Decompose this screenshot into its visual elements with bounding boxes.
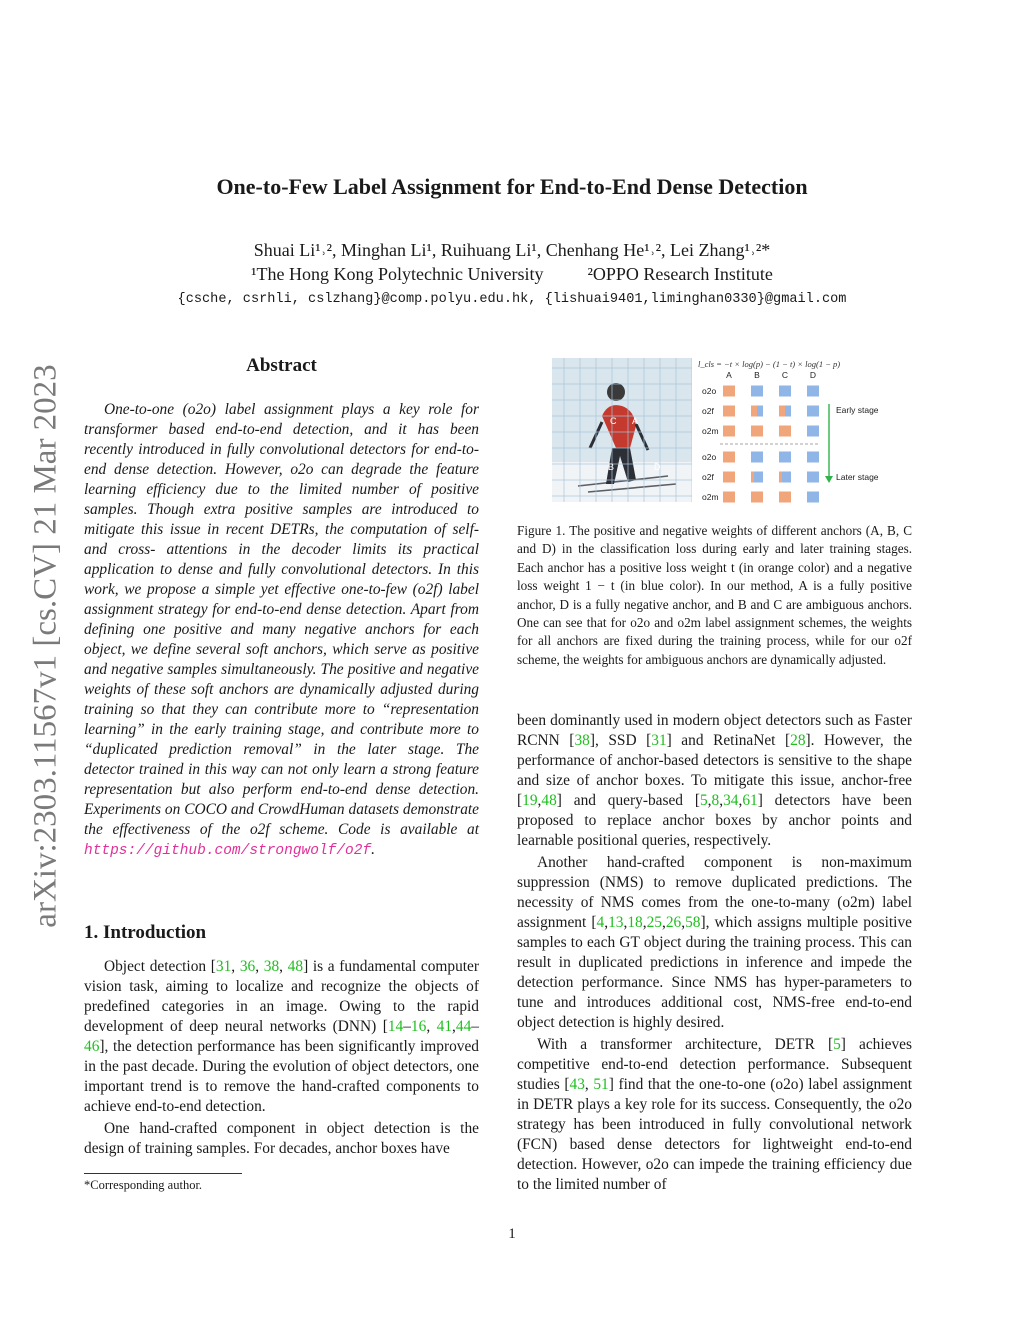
citation[interactable]: 8 (711, 792, 720, 809)
row-label-o2f: o2f (702, 406, 714, 416)
citation[interactable]: 31 (215, 958, 232, 975)
later-stage-label: Later stage (836, 472, 879, 482)
citation[interactable]: 44 (455, 1018, 472, 1035)
column-header-c: C (781, 370, 789, 380)
column-header-a: A (726, 370, 732, 380)
figure-1 (548, 352, 918, 504)
negative-weight-cell (751, 386, 763, 397)
stage-arrow-head (825, 476, 833, 483)
photo-label-d: D (654, 462, 661, 472)
citation[interactable]: 48 (541, 792, 557, 809)
page-number: 1 (508, 1226, 516, 1242)
citation[interactable]: 36 (239, 958, 256, 975)
negative-weight-cell (753, 472, 763, 483)
abstract-text: One-to-one (o2o) label assignment plays a key role for transformer based end-to-end detection, and it has been recently introduced in fully convolutional detectors for end-to-end dense detection. However, o2o can degrade the feature learning efficiency due to the limited number of positive samples. Though extra positive samples are introduced to mitigate this issue in recent DETRs, the computation of self- and cross- attentions in the decoder limits its practical application to dense and fully convolutional detectors. In this work, we propose a simple yet effective one-to-few (o2f) label assignment strategy for end-to-end dense detection. Apart from defining one positive and many negative anchors for each object, we define several soft anchors, which serve as positive and negative samples simultaneously. The positive and negative weights of these soft anchors are dynamically adjusted during training so that they can contribute more to “representation learning” in the early training stage, and contribute more to “duplicated prediction removal” in the later stage. The detector trained in this way can not only learn a strong feature representation but also perform end-to-end dense detection. Experiments on COCO and CrowdHuman datasets demonstrate the effectiveness of the o2f scheme. Code is available at (84, 401, 479, 838)
citation[interactable]: 13 (608, 914, 624, 931)
negative-weight-cell (807, 426, 819, 437)
right-paragraph-3: With a transformer architecture, DETR [5] achieves competitive end-to-end detection performance. Subsequent studies [43, 51] find that the one-to-one (o2o) label assignment in DETR plays a key role for its success. Consequently, the o2o strategy has been introduced in fully convolutional network (FCN) based dense detectors for lightweight end-to-end detection. However, o2o can impede the training efficiency due to the limited number of (517, 1036, 912, 1193)
negative-weight-cell (807, 406, 819, 417)
right-paragraph-1: been dominantly used in modern object detectors such as Faster RCNN [38], SSD [31] and RetinaNet [28]. However, the performance of anchor-based detectors is sensitive to the shape and size of anchor boxes. To mitigate this issue, anchor-free [19,48] and query-based [5,8,34,61] detectors have been proposed to replace anchor boxes by anchor points and learnable positional queries, respectively. (517, 712, 913, 849)
introduction-heading: 1. Introduction (84, 922, 207, 943)
figure-1-caption: Figure 1. The positive and negative weights of different anchors (A, B, C and D) in the classification loss during early and later training stages. Each anchor has a positive loss weight t (in orange color) and a negative loss weight 1 − t (in blue color). In our method, A is a fully positive anchor, D is a fully negative anchor, and B and C are ambiguous anchors. One can see that for o2o and o2m label assignment schemes, the weights for all anchors are fixed during the training process, while for our o2f scheme, the weights for ambiguous anchors are dynamically adjusted. (517, 523, 912, 667)
row-label-o2f: o2f (702, 472, 714, 482)
citation[interactable]: 38 (574, 732, 590, 749)
citation[interactable]: 19 (522, 792, 538, 809)
negative-weight-cell (807, 386, 819, 397)
citation[interactable]: 5 (833, 1036, 841, 1053)
positive-weight-cell (723, 386, 735, 397)
negative-weight-cell (781, 472, 791, 483)
row-label-o2m: o2m (702, 492, 719, 502)
paper-title: One-to-Few Label Assignment for End-to-End Dense Detection (216, 174, 808, 199)
row-label-o2o: o2o (702, 452, 717, 462)
citation[interactable]: 5 (699, 792, 708, 809)
positive-weight-cell (779, 406, 785, 417)
author-emails: {csche, csrhli, cslzhang}@comp.polyu.edu.hk, {lishuai9401,liminghan0330}@gmail.com (177, 292, 847, 307)
citation[interactable]: 18 (627, 914, 643, 931)
positive-weight-cell (751, 426, 763, 437)
footnote-divider (84, 1173, 242, 1174)
column-headers (726, 370, 816, 380)
citation[interactable]: 41 (436, 1018, 453, 1035)
code-link[interactable]: https://github.com/strongwolf/o2f (84, 843, 372, 859)
loss-formula: l_cls = −t × log(p) − (1 − t) × log(1 − p) (698, 359, 841, 369)
negative-weight-cell (779, 386, 791, 397)
photo-label-a: A (632, 416, 639, 426)
positive-weight-cell (723, 492, 735, 503)
positive-weight-cell (751, 406, 757, 417)
citation[interactable]: 61 (742, 792, 758, 809)
row-labels (702, 386, 719, 502)
citation[interactable]: 38 (263, 958, 280, 975)
skier-photo (552, 358, 692, 502)
abstract-body (84, 400, 479, 861)
citation[interactable]: 28 (790, 732, 806, 749)
citation[interactable]: 4 (596, 914, 605, 931)
affiliations (0, 264, 1024, 285)
positive-weight-cell (723, 452, 735, 463)
negative-weight-cell (779, 452, 791, 463)
negative-weight-cell (807, 492, 819, 503)
citation[interactable]: 16 (410, 1018, 427, 1035)
negative-weight-cell (807, 472, 819, 483)
positive-weight-cell (779, 492, 791, 503)
citation[interactable]: 58 (685, 914, 701, 931)
column-header-b: B (754, 370, 760, 380)
affiliation-2: ²OPPO Research Institute (587, 264, 773, 284)
citation[interactable]: 48 (287, 958, 304, 975)
positive-weight-cell (723, 472, 735, 483)
citation[interactable]: 43 (569, 1076, 585, 1093)
positive-weight-cell (723, 426, 735, 437)
introduction-body (84, 957, 479, 1159)
column-header-d: D (809, 370, 817, 380)
abstract-end: . (371, 841, 376, 858)
photo-label-c: C (610, 416, 617, 426)
negative-weight-cell (785, 406, 791, 417)
positive-weight-cell (751, 472, 753, 483)
early-stage-label: Early stage (836, 405, 879, 415)
footnote: *Corresponding author. (84, 1178, 203, 1192)
figure-1-graphic (548, 352, 918, 504)
row-label-o2m: o2m (702, 426, 719, 436)
author-list: Shuai Li¹˒², Minghan Li¹, Ruihuang Li¹, Chenhang He¹˒², Lei Zhang¹˒²* (253, 240, 771, 260)
citation[interactable]: 46 (84, 1038, 100, 1055)
citation[interactable]: 34 (723, 792, 739, 809)
intro-paragraph-2: One hand-crafted component in object detection is the design of training samples. For decades, anchor boxes have (84, 1120, 479, 1157)
positive-weight-cell (751, 492, 763, 503)
positive-weight-cell (779, 472, 781, 483)
citation[interactable]: 51 (593, 1076, 609, 1093)
citation[interactable]: 26 (665, 914, 682, 931)
row-label-o2o: o2o (702, 386, 717, 396)
intro-paragraph-1: Object detection [31, 36, 38, 48] is a fundamental computer vision task, aiming to localize and recognize the objects of predefined categories in an image. Owing to the rapid development of deep neural networks (DNN) [14–16, 41,44–46], the detection performance has been significantly improved in the past decade. During the evolution of object detectors, one important trend is to remove the hand-crafted components to achieve end-to-end detection. (84, 958, 480, 1115)
citation[interactable]: 31 (651, 732, 667, 749)
negative-weight-cell (757, 406, 763, 417)
negative-weight-cell (751, 452, 763, 463)
citation[interactable]: 25 (646, 914, 662, 931)
positive-weight-cell (779, 426, 791, 437)
positive-weight-cell (723, 406, 735, 417)
abstract-heading: Abstract (246, 355, 317, 376)
photo-label-b: B (608, 462, 615, 472)
right-paragraph-2: Another hand-crafted component is non-maximum suppression (NMS) to remove duplicated predictions. The necessity of NMS comes from the one-to-many (o2m) label assignment [4,13,18,25,26,58], which assigns multiple positive samples to each GT object during the training process. This can result in duplicated predictions in inference and impede the detection performance. Since NMS has hyper-parameters to tune and introduces additional cost, NMS-free end-to-end object detection is highly desired. (517, 854, 912, 1031)
negative-weight-cell (807, 452, 819, 463)
citation[interactable]: 14 (387, 1018, 404, 1035)
arxiv-identifier: arXiv:2303.11567v1 [cs.CV] 21 Mar 2023 (27, 364, 64, 928)
affiliation-1: ¹The Hong Kong Polytechnic University (251, 264, 544, 284)
right-column-body (517, 711, 912, 1195)
